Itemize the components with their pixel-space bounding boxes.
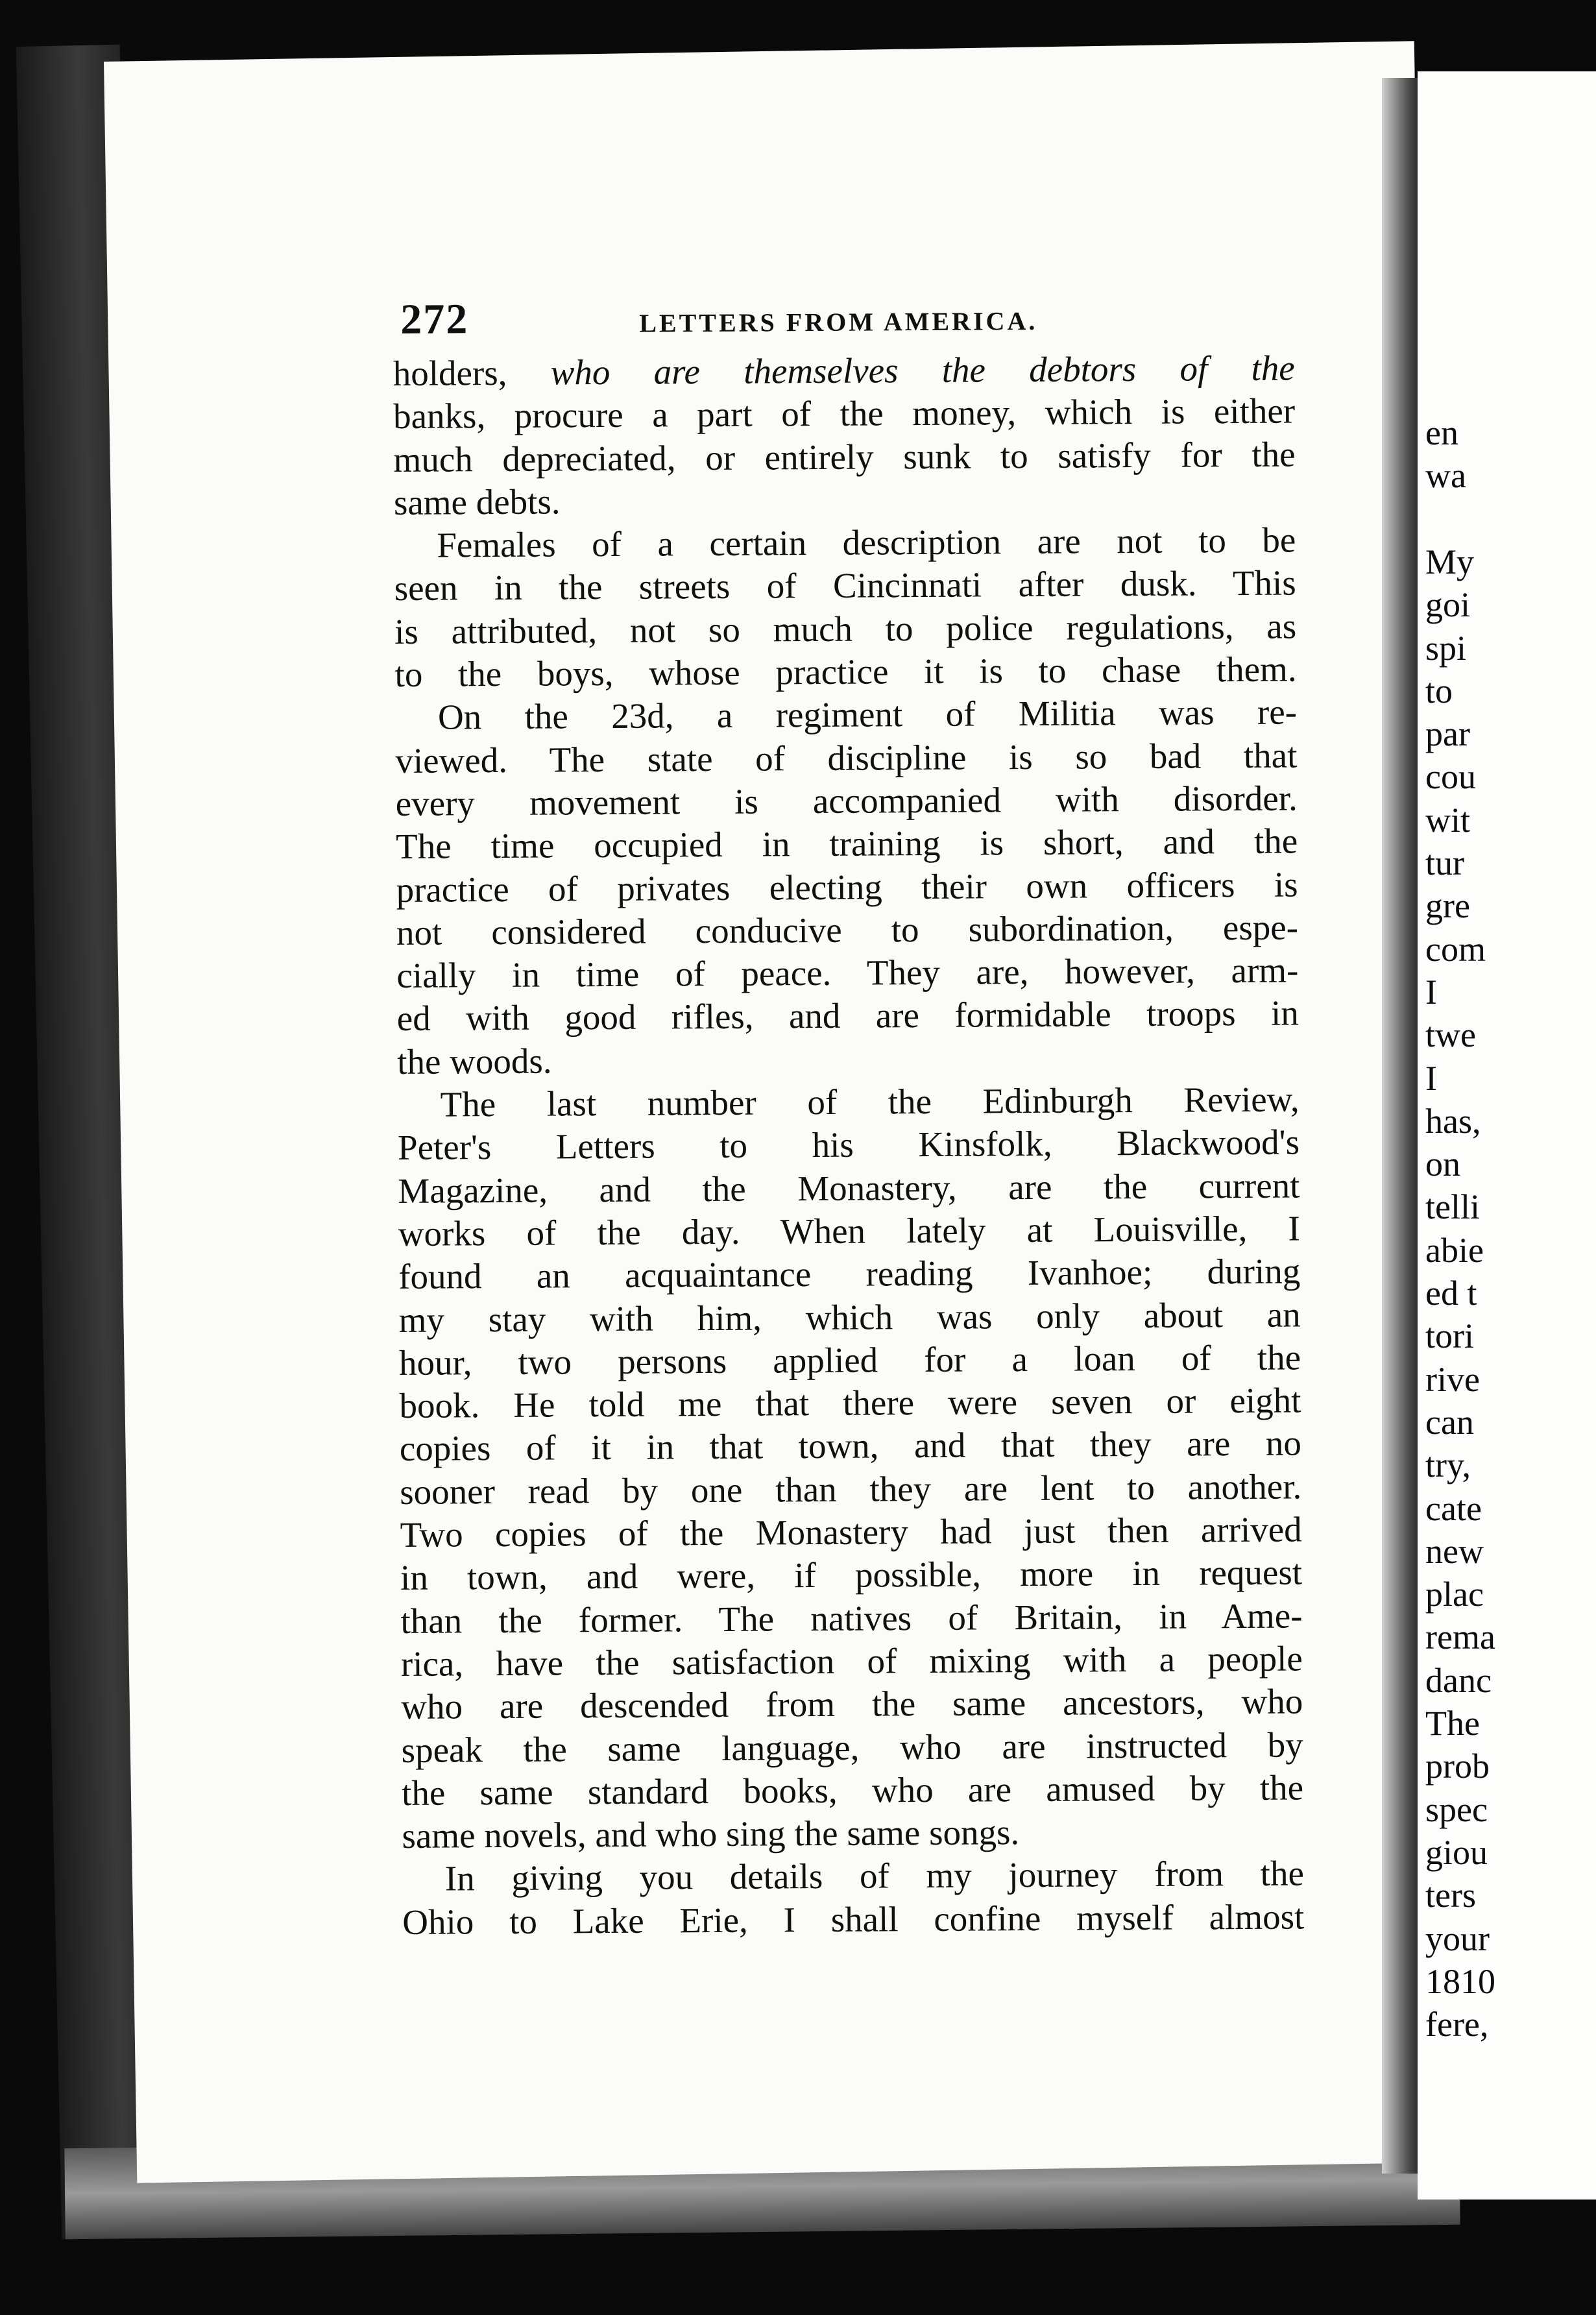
text-line: the same standard books, who are amused by the <box>401 1767 1304 1813</box>
facing-page-fragment: spi <box>1425 628 1467 668</box>
text-line: is attributed, not so much to police regulations, as <box>394 606 1297 651</box>
facing-page-fragment: can <box>1425 1402 1474 1442</box>
facing-page-fragment: spec <box>1425 1789 1488 1829</box>
facing-page-fragment: en <box>1425 413 1458 452</box>
text-line: Magazine, and the Monastery, are the current <box>398 1165 1300 1211</box>
facing-page-fragment: com <box>1425 929 1486 969</box>
facing-page-fragment: tori <box>1425 1316 1474 1356</box>
facing-page-fragment: ed t <box>1425 1274 1477 1313</box>
text-line: same novels, and who sing the same songs. <box>402 1812 1020 1856</box>
text-line: every movement is accompanied with disorder. <box>395 778 1298 823</box>
facing-page-fragment: ters <box>1425 1876 1476 1915</box>
page-header <box>393 290 1294 347</box>
facing-page-fragment: has, <box>1425 1101 1481 1141</box>
text-line: hour, two persons applied for a loan of the <box>398 1337 1301 1383</box>
text-line: speak the same language, who are instructed by <box>401 1724 1303 1770</box>
text-line: not considered conducive to subordination, espe- <box>396 907 1299 952</box>
facing-page-fragment: fere, <box>1425 2005 1489 2044</box>
text-line: copies of it in that town, and that they are no <box>399 1423 1302 1469</box>
facing-page-fragment: par <box>1425 714 1470 754</box>
facing-page <box>1418 71 1596 2200</box>
facing-page-fragment: plac <box>1425 1575 1484 1614</box>
text-line: found an acquaintance reading Ivanhoe; during <box>398 1251 1301 1297</box>
facing-page-fragment: cate <box>1425 1488 1482 1528</box>
facing-page-fragment: telli <box>1425 1187 1480 1227</box>
text-line: book. He told me that there were seven or eight <box>399 1380 1301 1426</box>
text-line: works of the day. When lately at Louisville, I <box>398 1208 1300 1254</box>
text-line: On the 23d, a regiment of Militia was re- <box>437 692 1298 737</box>
text-line: Ohio to Lake Erie, I shall confine myself almost <box>402 1897 1305 1942</box>
text-line: Peter's Letters to his Kinsfolk, Blackwood's <box>397 1122 1300 1168</box>
text-line: who are descended from the same ancestors, who <box>401 1681 1303 1727</box>
facing-page-fragment: on <box>1425 1145 1460 1184</box>
facing-page-fragment: giou <box>1425 1832 1488 1872</box>
text-line: cially in time of peace. They are, however, arm- <box>396 950 1299 996</box>
text-line: In giving you details of my journey from the <box>444 1853 1305 1898</box>
page-number: 272 <box>400 295 469 343</box>
facing-page-fragment: The <box>1425 1704 1480 1743</box>
facing-page-fragment: try, <box>1425 1446 1471 1485</box>
text-line: sooner read by one than they are lent to another. <box>400 1466 1302 1512</box>
facing-page-fragment: tur <box>1425 843 1464 882</box>
facing-page-fragment: My <box>1425 542 1475 581</box>
text-line: practice of privates electing their own officers is <box>396 864 1298 910</box>
page-text-block <box>393 290 1304 1944</box>
facing-page-fragment: abie <box>1425 1230 1484 1270</box>
facing-page-fragment: to <box>1425 671 1453 710</box>
text-line: the woods. <box>397 1041 552 1082</box>
facing-page-fragment: your <box>1425 1919 1490 1958</box>
body-text <box>393 347 1305 1944</box>
text-span: holders, <box>393 352 551 393</box>
text-line: to the boys, whose practice it is to chase them. <box>394 649 1297 695</box>
facing-page-fragment: I <box>1425 972 1437 1012</box>
text-line: Females of a certain description are not to be <box>437 520 1296 565</box>
text-line: banks, procure a part of the money, which is either <box>393 391 1296 437</box>
facing-page-fragment: I <box>1425 1058 1437 1098</box>
text-line: The last number of the Edinburgh Review, <box>440 1079 1300 1124</box>
facing-page-fragment: rema <box>1425 1618 1495 1657</box>
facing-page-fragment: rive <box>1425 1359 1480 1399</box>
facing-page-fragment: new <box>1425 1531 1484 1571</box>
facing-page-fragment: prob <box>1425 1747 1490 1786</box>
text-line: than the former. The natives of Britain, in Ame- <box>400 1595 1303 1641</box>
text-line: same debts. <box>393 481 561 522</box>
text-line: rica, have the satisfaction of mixing with a people <box>400 1638 1303 1684</box>
facing-page-fragment: cou <box>1425 757 1476 797</box>
text-line: much depreciated, or entirely sunk to satisfy for the <box>393 434 1296 479</box>
text-line: my stay with him, which was only about an <box>398 1294 1301 1340</box>
text-line: The time occupied in training is short, and the <box>396 821 1298 867</box>
book-gutter <box>1382 78 1421 2174</box>
facing-page-fragment: twe <box>1425 1015 1476 1055</box>
text-line: viewed. The state of discipline is so bad that <box>395 735 1298 781</box>
facing-page-fragment: gre <box>1425 886 1470 926</box>
text-line: in town, and were, if possible, more in request <box>400 1552 1303 1598</box>
facing-page-fragment: wa <box>1425 456 1466 496</box>
facing-page-fragment: danc <box>1425 1660 1492 1700</box>
facing-page-fragment: 1810 <box>1425 1961 1495 2001</box>
text-line: ed with good rifles, and are formidable troops in <box>396 993 1299 1039</box>
facing-page-fragment: wit <box>1425 800 1471 840</box>
text-line <box>393 347 1295 396</box>
text-line: Two copies of the Monastery had just then arrived <box>400 1509 1302 1555</box>
running-head: LETTERS FROM AMERICA. <box>639 306 1038 338</box>
italic-text: who are themselves the debtors of the <box>550 348 1295 393</box>
facing-page-fragment: goi <box>1425 585 1471 625</box>
text-line: seen in the streets of Cincinnati after dusk. This <box>394 563 1296 609</box>
